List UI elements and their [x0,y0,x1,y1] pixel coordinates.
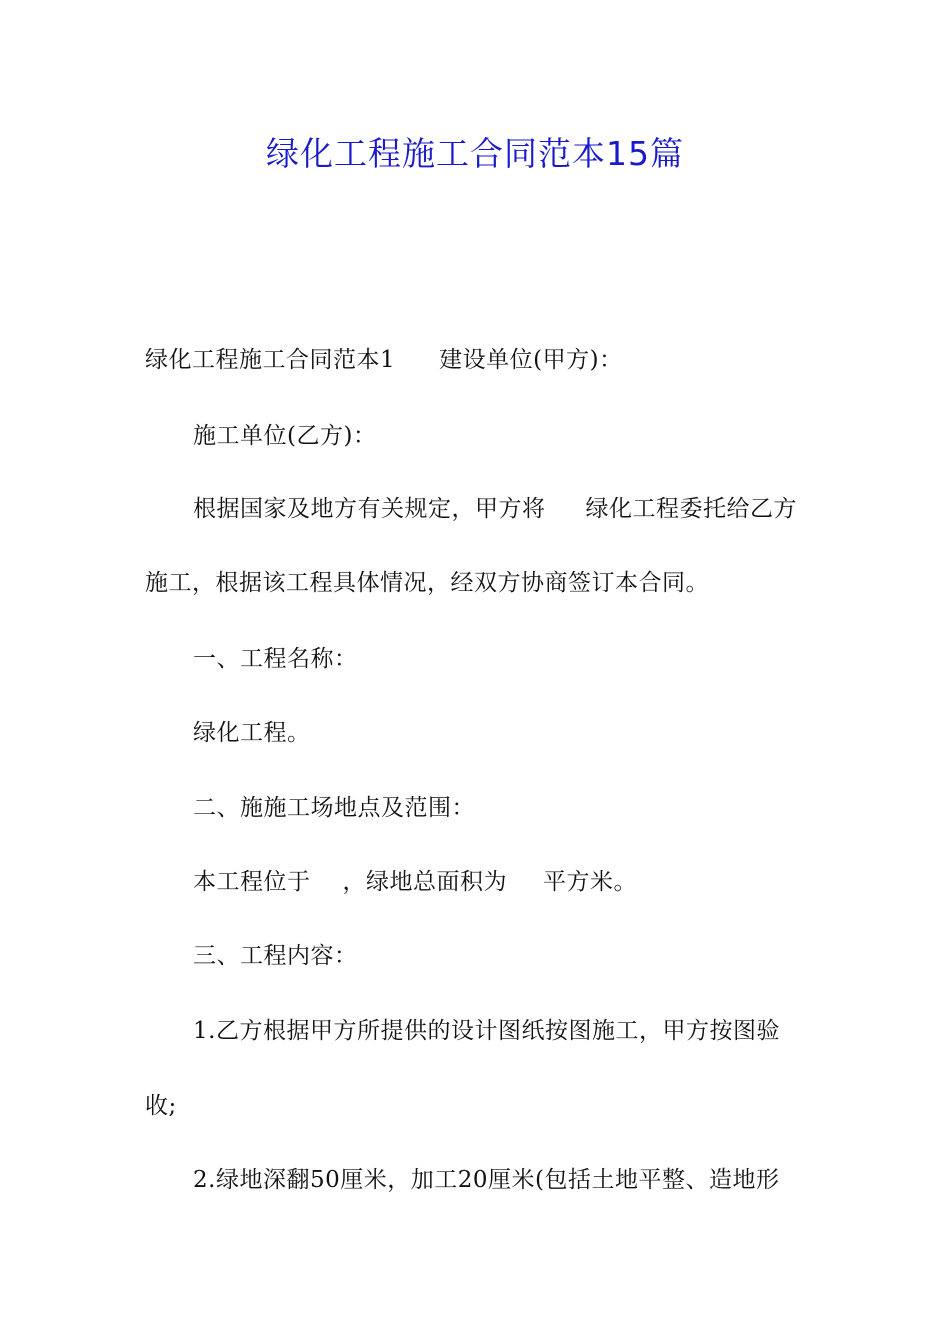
contract-number-label: 绿化工程施工合同范本1 [145,347,396,373]
section-heading: 一、工程名称： [193,646,358,672]
paragraph-text: 根据国家及地方有关规定，甲方将 [193,496,546,522]
paragraph-text: 平方米。 [543,869,637,895]
contract-heading-line [145,344,623,376]
paragraph-line: 收; [145,1093,177,1119]
paragraph-text: 绿化工程委托给乙方 [585,496,797,522]
paragraph-line: 施工，根据该工程具体情况，经双方协商签订本合同。 [145,570,709,596]
paragraph-text: ，绿地总面积为 [342,869,507,895]
paragraph-line: 1.乙方根据甲方所提供的设计图纸按图施工，甲方按图验 [193,1018,780,1044]
paragraph-line: 2.绿地深翻50厘米，加工20厘米(包括土地平整、造地形 [193,1167,780,1193]
party-a-label: 建设单位(甲方)： [439,347,623,373]
section-heading: 三、工程内容： [193,943,358,969]
paragraph-line: 绿化工程。 [193,720,311,746]
paragraph-line [193,866,637,898]
document-title: 绿化工程施工合同范本15篇 [266,134,684,173]
paragraph-text: 本工程位于 [193,869,311,895]
party-b-line: 施工单位(乙方)： [193,423,377,449]
section-heading: 二、施施工场地点及范围： [193,795,475,821]
paragraph-line [193,493,797,525]
